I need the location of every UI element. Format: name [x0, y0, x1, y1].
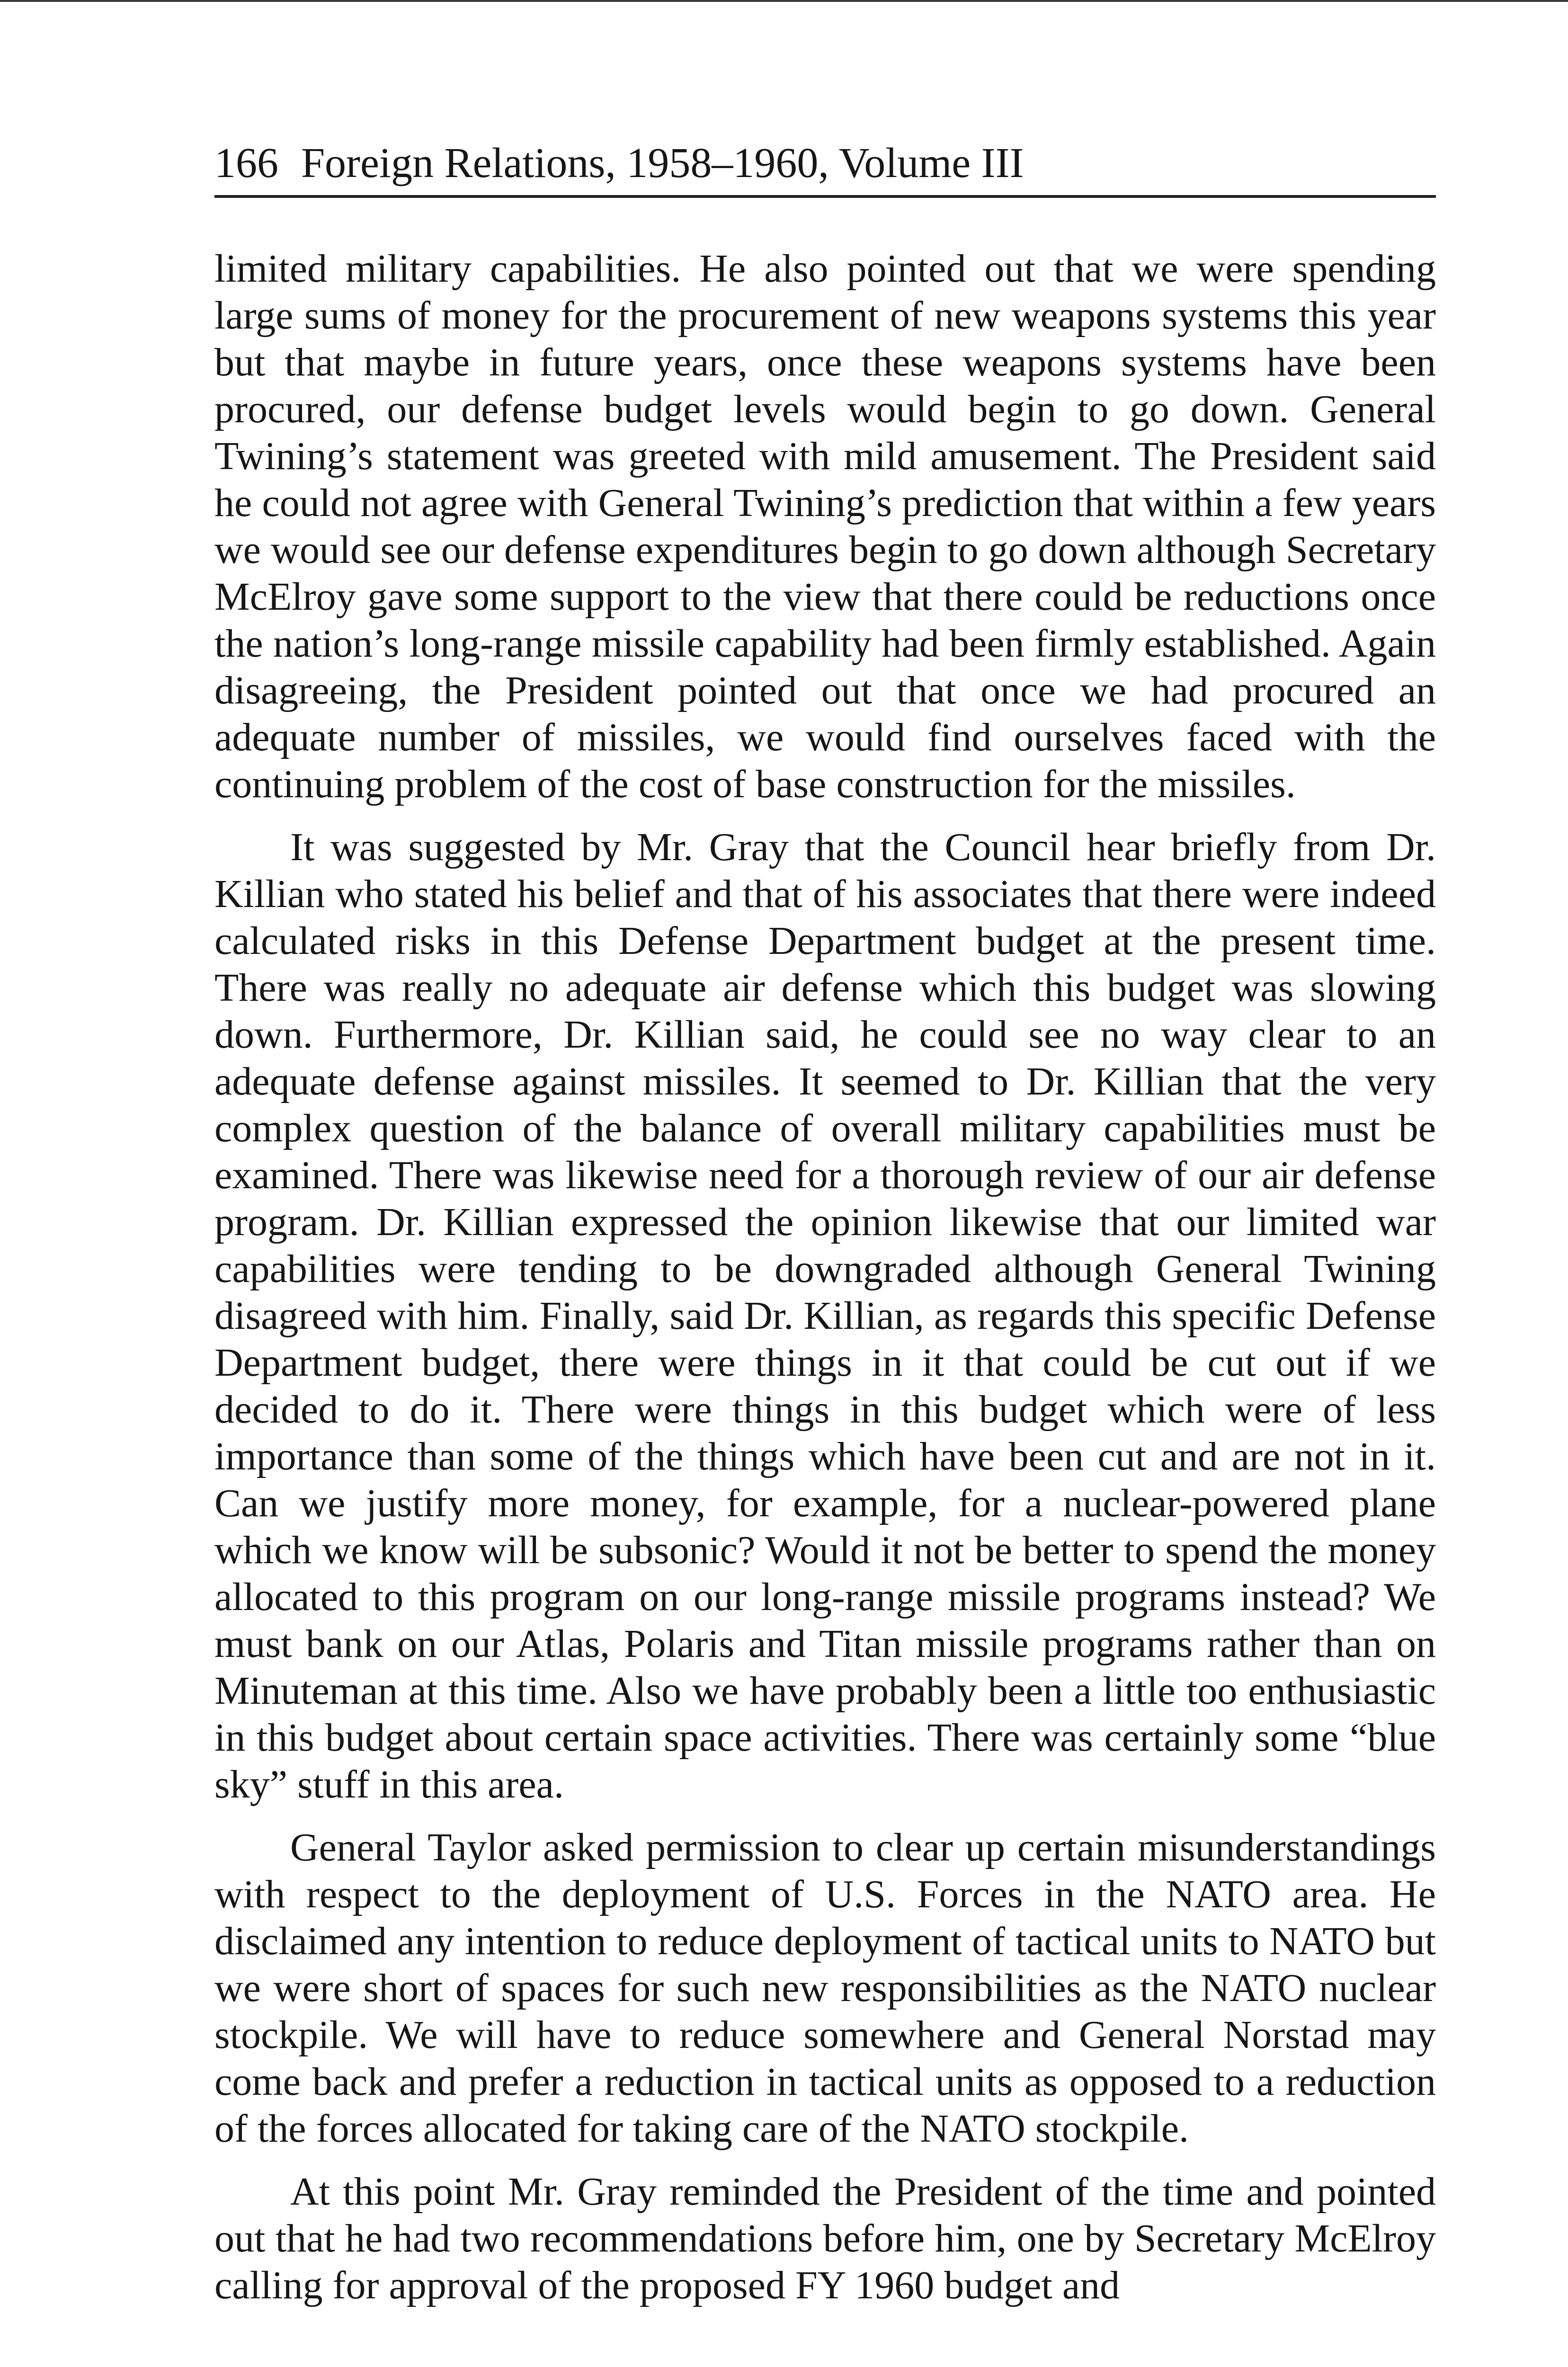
page-number: 166 [214, 140, 278, 187]
body-text [214, 245, 1436, 2309]
document-page [214, 142, 1436, 2325]
paragraph-3: General Taylor asked permission to clear up certain misunderstandings with respect to the deployment of U.S. Forces in the NATO area. He disclaimed any intention to reduce deployment of tactical units to NATO but we were short of spaces for such new responsibilities as the NATO nuclear stockpile. We will have to reduce somewhere and General Norstad may come back and prefer a reduction in tactical units as opposed to a reduction of the forces allocated for taking care of the NATO stockpile. [214, 1825, 1436, 2151]
paragraph-1: limited military capabilities. He also pointed out that we were spending large sums of money for the procurement of new weapons systems this year but that maybe in future years, once these weapons systems have been procured, our defense budget levels would begin to go down. General Twining’s statement was greeted with mild amusement. The President said he could not agree with General Twining’s prediction that within a few years we would see our defense expenditures begin to go down although Secretary McElroy gave some support to the view that there could be reductions once the nation’s long-range missile capability had been firmly established. Again disagreeing, the President pointed out that once we had procured an adequate number of missiles, we would find ourselves faced with the continuing problem of the cost of base construction for the missiles. [214, 247, 1436, 806]
scan-top-edge [0, 0, 1568, 2]
running-title: Foreign Relations, 1958–1960, Volume III [301, 140, 1024, 187]
paragraph-2: It was suggested by Mr. Gray that the Council hear briefly from Dr. Killian who stated his belief and that of his associates that there were indeed calculated risks in this Defense Department budget at the present time. There was really no adequate air defense which this budget was slowing down. Furthermore, Dr. Killian said, he could see no way clear to an adequate defense against missiles. It seemed to Dr. Killian that the very complex question of the balance of overall military capabilities must be examined. There was likewise need for a thorough review of our air defense program. Dr. Killian expressed the opinion likewise that our limited war capabilities were tending to be downgraded although General Twining disagreed with him. Finally, said Dr. Killian, as regards this specific Defense Department budget, there were things in it that could be cut out if we decided to do it. There were things in this budget which were of less importance than some of the things which have been cut and are not in it. Can we justify more money, for example, for a nuclear-powered plane which we know will be subsonic? Would it not be better to spend the money allocated to this program on our long-range missile programs instead? We must bank on our Atlas, Polaris and Titan missile programs rather than on Minuteman at this time. Also we have probably been a little too enthusiastic in this budget about certain space activities. There was certainly some “blue sky” stuff in this area. [214, 825, 1436, 1806]
paragraph-4: At this point Mr. Gray reminded the President of the time and pointed out that he had two recommendations before him, one by Secretary McElroy calling for approval of the proposed FY 1960 budget and [214, 2170, 1436, 2307]
running-head [214, 142, 1436, 198]
